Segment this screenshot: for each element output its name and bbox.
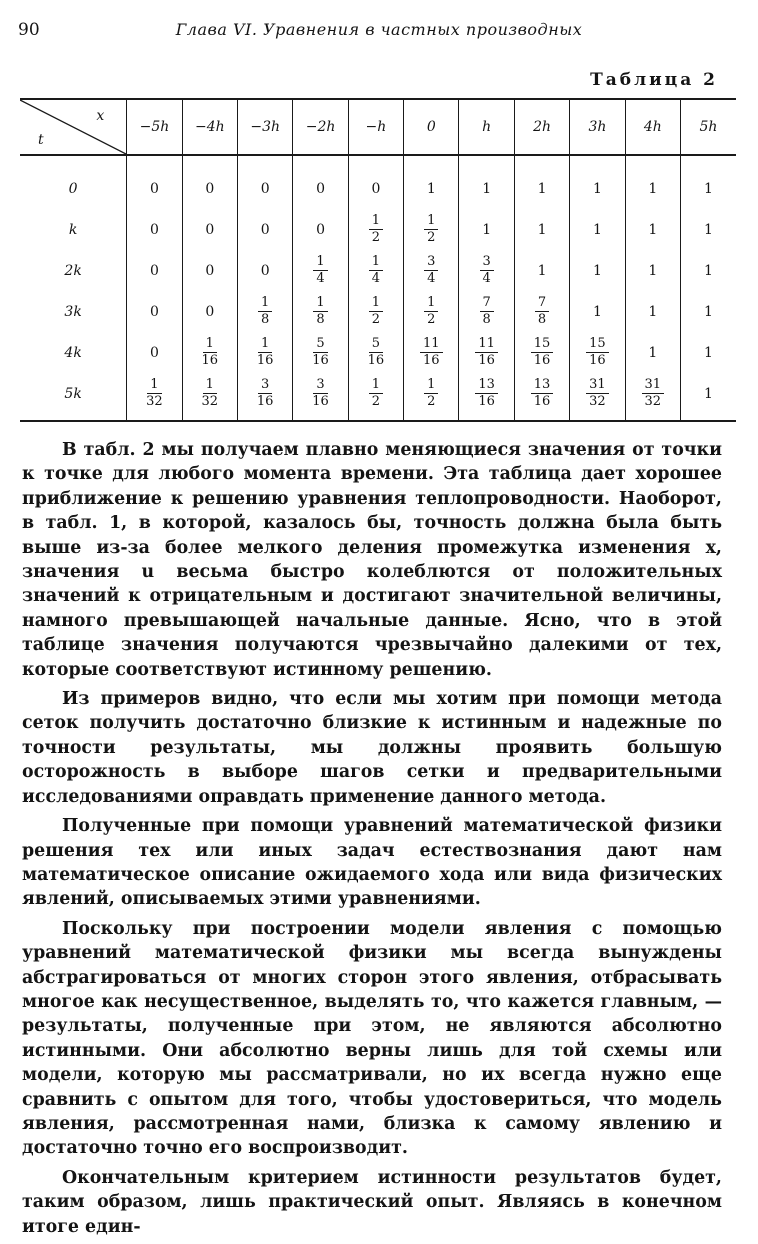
denominator: 2 — [427, 394, 436, 409]
numerator: 11 — [420, 337, 443, 353]
table-cell: 0 — [182, 291, 237, 332]
fraction — [313, 296, 327, 326]
numerator: 1 — [369, 255, 383, 271]
table-cell — [182, 373, 237, 421]
table-cell: 1 — [625, 250, 680, 291]
fraction — [365, 337, 388, 367]
denominator: 8 — [261, 312, 270, 327]
numerator: 1 — [369, 296, 383, 312]
fraction — [309, 337, 332, 367]
table-caption: Таблица 2 — [590, 70, 718, 90]
table-cell: 0 — [127, 250, 182, 291]
table-row — [20, 373, 736, 421]
denominator: 16 — [533, 353, 551, 368]
denominator: 16 — [256, 394, 274, 409]
table-cell: 1 — [459, 155, 514, 209]
page-number: 90 — [18, 20, 40, 40]
fraction — [531, 378, 554, 408]
column-header: −5h — [127, 99, 182, 155]
table-cell — [293, 332, 348, 373]
numerator: 1 — [258, 337, 272, 353]
fraction — [254, 378, 277, 408]
column-header: 4h — [625, 99, 680, 155]
denominator: 4 — [316, 271, 325, 286]
table-cell — [404, 250, 459, 291]
paragraph: Полученные при помощи уравнений математической физики решения тех или иных задач естествознания дают нам математическое описание ожидаемого хода или вида физических явлений, описываемых этими уравнениями. — [22, 816, 722, 910]
fraction — [199, 337, 222, 367]
column-header: h — [459, 99, 514, 155]
table-cell — [127, 373, 182, 421]
paragraph: Из примеров видно, что если мы хотим при помощи метода сеток получить достаточно близкие к истинным и надежные по точности результаты, мы должны проявить большую осторожность в выборе шагов сетки и предварительными исследованиями оправдать применение данного метода. — [22, 689, 722, 807]
table-cell — [459, 291, 514, 332]
denominator: 4 — [482, 271, 491, 286]
fraction — [424, 296, 438, 326]
table-cell — [237, 291, 292, 332]
table-cell — [348, 250, 403, 291]
column-header: −2h — [293, 99, 348, 155]
denominator: 4 — [427, 271, 436, 286]
corner-cell — [20, 99, 127, 155]
numerator: 11 — [475, 337, 498, 353]
row-label: 5k — [20, 373, 127, 421]
table-cell: 0 — [293, 155, 348, 209]
table-cell: 1 — [680, 291, 736, 332]
table-cell — [570, 332, 625, 373]
numerator: 1 — [369, 214, 383, 230]
denominator: 2 — [371, 312, 381, 327]
row-label: 0 — [68, 180, 78, 197]
fraction — [424, 255, 438, 285]
fraction — [313, 255, 327, 285]
table-cell: 1 — [570, 291, 625, 332]
numerator: 3 — [424, 255, 438, 271]
table-cell: 0 — [182, 209, 237, 250]
table-row — [20, 209, 736, 250]
table-cell: 1 — [680, 373, 736, 421]
denominator: 8 — [316, 312, 325, 327]
table-cell: 1 — [625, 291, 680, 332]
denominator: 32 — [201, 394, 219, 409]
table-cell: 1 — [514, 155, 569, 209]
table-cell — [514, 373, 569, 421]
table-cell: 0 — [237, 209, 292, 250]
table-cell — [348, 291, 403, 332]
numerator: 3 — [480, 255, 494, 271]
numerator: 5 — [313, 337, 327, 353]
numerator: 1 — [424, 214, 438, 230]
table-cell — [459, 373, 514, 421]
paragraph: В табл. 2 мы получаем плавно меняющиеся значения от точки к точке для любого момента времени. Эта таблица дает хорошее приближение к решению уравнения теплопроводности. Наоборот, в табл. 1, в которой, казалось бы, точность должна была быть выше из-за более мелкого деления промежутка изменения x, значения u весьма быстро колеблются от положительных значений к отрицательным и достигают значительной величины, намного превышающей начальные данные. Ясно, что в этой таблице значения получаются чрезвычайно далекими от тех, которые соответствуют истинному решению. — [22, 440, 722, 680]
fraction — [309, 378, 332, 408]
table-cell — [514, 291, 569, 332]
table-cell: 0 — [127, 332, 182, 373]
table-cell: 0 — [293, 209, 348, 250]
table-row — [20, 250, 736, 291]
table-cell: 0 — [127, 155, 182, 209]
table-cell — [404, 332, 459, 373]
running-title: Глава VI. Уравнения в частных производных — [175, 20, 583, 39]
table-cell: 1 — [514, 250, 569, 291]
numerator: 3 — [313, 378, 327, 394]
table-cell: 0 — [348, 155, 403, 209]
numerator: 1 — [369, 378, 383, 394]
numerator: 1 — [424, 378, 438, 394]
corner-diagonal — [20, 100, 126, 154]
fraction — [642, 378, 665, 408]
table-cell — [182, 332, 237, 373]
denominator: 16 — [533, 394, 551, 409]
table-cell — [293, 291, 348, 332]
fraction — [586, 337, 609, 367]
fraction — [369, 296, 383, 326]
paragraph: Поскольку при построении модели явления с помощью уравнений математической физики мы всегда вынуждены абстрагироваться от многих сторон этого явления, отбрасывать многое как несущественное, выделять то, что кажется главным, — результаты, полученные при этом, не являются абсолютно истинными. Они абсолютно верны лишь для той схемы или модели, которую мы рассматривали, но их всегда нужно еще сравнить с опытом для того, чтобы удостовериться, что модель явления, рассмотренная нами, близка к самому явлению и достаточно точно его воспроизводит. — [22, 918, 722, 1159]
denominator: 16 — [478, 394, 495, 409]
table-cell — [459, 332, 514, 373]
table-cell: 1 — [625, 332, 680, 373]
numerator: 13 — [531, 378, 554, 394]
numerator: 13 — [475, 378, 498, 394]
fraction — [369, 378, 383, 408]
table-cell — [404, 291, 459, 332]
values-table — [20, 98, 736, 422]
denominator: 16 — [312, 353, 329, 368]
numerator: 5 — [369, 337, 383, 353]
denominator: 16 — [423, 353, 440, 368]
numerator: 1 — [313, 296, 327, 312]
denominator: 2 — [427, 230, 436, 245]
column-header: 5h — [680, 99, 736, 155]
numerator: 3 — [258, 378, 272, 394]
denominator: 8 — [537, 312, 547, 327]
table-cell — [570, 373, 625, 421]
table-cell: 1 — [570, 250, 625, 291]
denominator: 32 — [589, 394, 606, 409]
corner-x-label: x — [96, 108, 105, 124]
table-cell: 1 — [680, 332, 736, 373]
row-label: 3k — [64, 303, 82, 320]
body-text — [22, 438, 722, 1244]
table-cell: 1 — [514, 209, 569, 250]
table-row — [20, 332, 736, 373]
fraction — [254, 337, 277, 367]
fraction — [369, 214, 383, 244]
table-cell — [237, 332, 292, 373]
table-cell: 1 — [625, 209, 680, 250]
denominator: 16 — [478, 353, 495, 368]
column-header: 3h — [570, 99, 625, 155]
numerator: 31 — [642, 378, 665, 394]
page-header — [0, 20, 758, 44]
table-cell: 0 — [127, 291, 182, 332]
numerator: 31 — [586, 378, 609, 394]
row-label: k — [68, 221, 78, 238]
column-header: −4h — [182, 99, 237, 155]
denominator: 16 — [367, 353, 385, 368]
table-cell — [237, 373, 292, 421]
table-cell: 1 — [680, 250, 736, 291]
row-label: 2k — [64, 262, 82, 279]
numerator: 1 — [147, 378, 161, 394]
denominator: 4 — [371, 271, 381, 286]
table-header-row — [20, 99, 736, 155]
numerator: 1 — [313, 255, 327, 271]
fraction — [424, 214, 438, 244]
fraction — [475, 337, 498, 367]
numerator: 1 — [203, 337, 217, 353]
table-cell: 1 — [570, 209, 625, 250]
denominator: 32 — [146, 394, 163, 409]
numerator: 15 — [586, 337, 609, 353]
table-cell: 1 — [570, 155, 625, 209]
table-cell: 1 — [625, 155, 680, 209]
table-cell: 0 — [127, 209, 182, 250]
table-cell — [293, 250, 348, 291]
fraction — [369, 255, 383, 285]
fraction — [424, 378, 438, 408]
table-cell — [459, 250, 514, 291]
fraction — [480, 296, 494, 326]
denominator: 16 — [256, 353, 274, 368]
denominator: 16 — [589, 353, 606, 368]
numerator: 15 — [531, 337, 554, 353]
table-cell — [404, 373, 459, 421]
table-cell: 0 — [182, 155, 237, 209]
row-label: 4k — [64, 344, 82, 361]
fraction — [586, 378, 609, 408]
denominator: 2 — [427, 312, 436, 327]
table-cell: 0 — [237, 155, 292, 209]
fraction — [258, 296, 272, 326]
table-cell — [348, 332, 403, 373]
table-cell: 1 — [680, 209, 736, 250]
numerator: 1 — [424, 296, 438, 312]
column-header: 0 — [404, 99, 459, 155]
table-cell: 1 — [404, 155, 459, 209]
table-cell: 0 — [237, 250, 292, 291]
table-cell — [348, 373, 403, 421]
column-header: −h — [348, 99, 403, 155]
table-body — [20, 155, 736, 421]
fraction — [420, 337, 443, 367]
table-cell — [625, 373, 680, 421]
fraction — [535, 296, 549, 326]
numerator: 7 — [480, 296, 494, 312]
fraction — [531, 337, 554, 367]
fraction — [143, 378, 166, 408]
table-cell — [348, 209, 403, 250]
numerator: 1 — [203, 378, 217, 394]
numerator: 1 — [258, 296, 272, 312]
denominator: 16 — [201, 353, 219, 368]
paragraph: Окончательным критерием истинности результатов будет, таким образом, лишь практический опыт. Являясь в конечном итоге един- — [22, 1167, 722, 1237]
numerator: 7 — [535, 296, 549, 312]
column-header: −3h — [237, 99, 292, 155]
fraction — [480, 255, 494, 285]
table-row — [20, 291, 736, 332]
denominator: 2 — [371, 394, 381, 409]
fraction — [475, 378, 498, 408]
denominator: 16 — [312, 394, 329, 409]
table-cell — [404, 209, 459, 250]
fraction — [199, 378, 222, 408]
table-cell — [293, 373, 348, 421]
table-row — [20, 155, 736, 209]
corner-t-label: t — [38, 132, 44, 148]
column-header: 2h — [514, 99, 569, 155]
denominator: 8 — [482, 312, 491, 327]
table-cell — [514, 332, 569, 373]
denominator: 2 — [371, 230, 381, 245]
table-cell: 1 — [680, 155, 736, 209]
table-cell: 1 — [459, 209, 514, 250]
table-cell: 0 — [182, 250, 237, 291]
denominator: 32 — [644, 394, 662, 409]
